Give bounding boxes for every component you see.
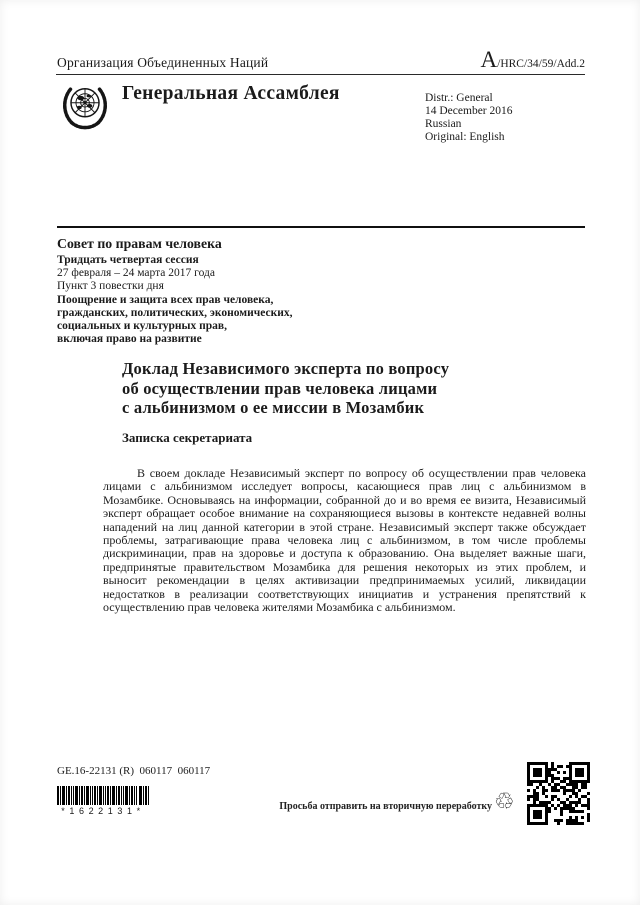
recycle-icon: ♲	[494, 789, 515, 815]
report-title	[122, 359, 449, 418]
ge-number: GE.16-22131 (R) 060117 060117	[57, 765, 211, 777]
org-name: Организация Объединенных Наций	[57, 55, 269, 70]
distr-line: Distr.: General	[425, 92, 493, 104]
session-number: Тридцать четвертая сессия	[57, 254, 199, 266]
council-heading: Совет по правам человека	[57, 236, 222, 251]
agenda-item: Пункт 3 повестки дня	[57, 280, 164, 293]
summary-paragraph: В своем докладе Независимый эксперт по вопросу об осуществлении прав человека лицами с альбинизмом исследует вопросы, касающиеся прав лиц с альбинизмом в Мозамбике. Основываясь на информации, собранной до и во время ее визита, Независимый эксперт обращает особое внимание на сохраняющиеся вызовы в контексте недавней волны нападений на лиц данной категории в этой стране. Независимый эксперт также обсуждает проблемы, затрагивающие права человека лиц с альбинизмом, в том числе проблемы дискриминации, прав на здоровье и доступа к образованию. Она выделяет важные шаги, предпринятые правительством Мозамбика для решения некоторых из этих проблем, и выносит рекомендации в целях активизации предпринимаемых усилий, ликвидации недостатков в реализации соответствующих инициатив и устранения препятствий к осуществлению прав человека жителями Мозамбика с альбинизмом.	[103, 466, 586, 615]
distr-line: Russian	[425, 118, 462, 130]
header-rule-thick	[57, 226, 585, 228]
note-heading: Записка секретариата	[122, 430, 253, 445]
qr-code	[527, 762, 590, 825]
distribution-block	[425, 92, 513, 144]
report-title-line: Доклад Независимого эксперта по вопросу	[122, 359, 450, 378]
un-emblem-icon	[58, 81, 112, 137]
document-symbol-suffix: /HRC/34/59/Add.2	[497, 58, 585, 70]
session-block	[57, 236, 292, 346]
distr-line: Original: English	[425, 131, 505, 143]
agenda-title-line: Поощрение и защита всех прав человека,	[57, 293, 274, 306]
session-dates: 27 февраля – 24 марта 2017 года	[57, 267, 215, 280]
header-rule-thin	[56, 74, 585, 75]
document-symbol-prefix: A	[480, 47, 498, 72]
agenda-title-line: гражданских, политических, экономических,	[57, 306, 293, 319]
agenda-title-line: включая право на развитие	[57, 333, 202, 346]
agenda-title-line: социальных и культурных прав,	[57, 320, 227, 333]
document-symbol	[481, 48, 585, 72]
report-title-line: с альбинизмом о ее миссии в Мозамбик	[122, 398, 425, 417]
recycle-note: Просьба отправить на вторичную переработку	[279, 801, 492, 812]
page-title: Генеральная Ассамблея	[122, 83, 340, 104]
report-title-line: об осуществлении прав человека лицами	[122, 378, 438, 398]
barcode-text: *1622131*	[61, 806, 145, 816]
distr-line: 14 December 2016	[425, 105, 513, 117]
